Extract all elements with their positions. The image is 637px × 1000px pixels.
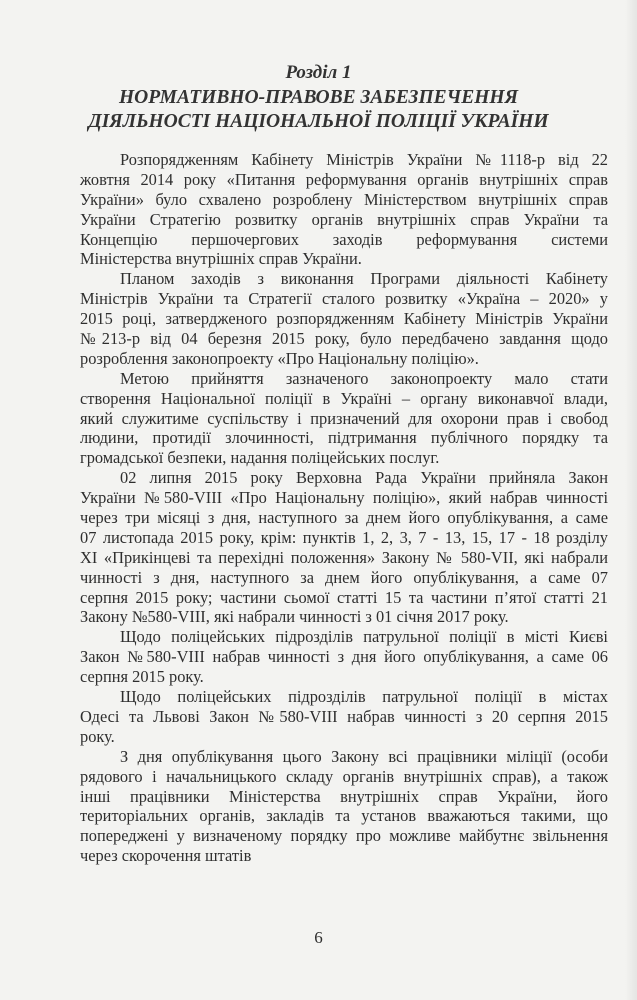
text-line: чинності з дня, наступного за днем його опублікування, а саме 07 xyxy=(80,567,608,587)
text-line: Міністрів України та Стратегії сталого розвитку «Україна – 2020» у xyxy=(80,289,608,309)
text-line: жовтня 2014 року «Питання реформування органів внутрішніх справ xyxy=(80,169,608,189)
paragraph xyxy=(80,468,608,627)
heading-line-2: ДІЯЛЬНОСТІ НАЦІОНАЛЬНОЇ ПОЛІЦІЇ УКРАЇНИ xyxy=(88,111,549,132)
text-line: України Стратегію розвитку органів внутрішніх справ України та xyxy=(80,209,608,229)
text-line: 07 листопада 2015 року, крім: пунктів 1, 2, 3, 7 - 13, 15, 17 - 18 розділу xyxy=(80,527,608,547)
text-line: Щодо поліцейських підрозділів патрульної поліції в місті Києві xyxy=(120,627,608,647)
text-line: громадської безпеки, надання поліцейських послуг. xyxy=(80,448,440,468)
text-line: Концепцію першочергових заходів реформування системи xyxy=(80,229,608,249)
paragraph xyxy=(80,627,608,687)
text-line: рядового і начальницького складу органів внутрішніх справ), а також xyxy=(80,766,608,786)
text-line: Метою прийняття зазначеного законопроекту мало стати xyxy=(120,368,608,388)
chapter-heading xyxy=(0,86,637,134)
text-line: попереджені у визначеному порядку про можливе майбутнє звільнення xyxy=(80,826,608,846)
text-line: серпня 2015 року. xyxy=(80,667,204,687)
text-line: 02 липня 2015 року Верховна Рада України прийняла Закон xyxy=(120,468,608,488)
text-line: України» було схвалено розроблену Міністерством внутрішніх справ xyxy=(80,189,608,209)
text-line: Закон №580-VIII набрав чинності з дня його опублікування, а саме 06 xyxy=(80,647,608,667)
text-line: через три місяці з дня, наступного за днем його опублікування, а саме xyxy=(80,508,608,528)
heading-line-1: НОРМАТИВНО-ПРАВОВЕ ЗАБЕЗПЕЧЕННЯ xyxy=(118,87,519,108)
text-line: Одесі та Львові Закон №580-VIII набрав чинності з 20 серпня 2015 xyxy=(80,706,608,726)
text-line: серпня 2015 року; частини сьомої статті 15 та частини п’ятої статті 21 xyxy=(80,587,608,607)
chapter-label: Розділ 1 xyxy=(285,62,352,83)
scan-edge-shadow xyxy=(625,0,637,1000)
text-line: З дня опублікування цього Закону всі працівники міліції (особи xyxy=(120,746,608,766)
text-line: людини, протидії злочинності, підтримання публічного порядку та xyxy=(80,428,608,448)
text-line: Закону №580-VIII, які набрали чинності з 01 січня 2017 року. xyxy=(80,607,509,627)
text-line: України №580-VIII «Про Національну поліцію», який набрав чинності xyxy=(80,488,608,508)
text-line: територіальних органів, закладів та установ вважаються такими, що xyxy=(80,806,608,826)
text-line: XI «Прикінцеві та перехідні положення» Закону № 580-VII, які набрали xyxy=(80,547,608,567)
text-line: 2015 році, затвердженого розпорядженням Кабінету Міністрів України xyxy=(80,309,608,329)
text-line: Планом заходів з виконання Програми діяльності Кабінету xyxy=(120,269,608,289)
text-line: який служитиме суспільству і призначений для охорони прав і свобод xyxy=(80,408,608,428)
text-line: Міністерства внутрішніх справ України. xyxy=(80,249,362,269)
paragraph xyxy=(80,687,608,747)
page-number: 6 xyxy=(314,928,323,947)
text-line: року. xyxy=(80,726,115,746)
body-text xyxy=(80,150,608,866)
text-line: Щодо поліцейських підрозділів патрульної поліції в містах xyxy=(120,687,608,707)
text-line: розроблення законопроекту «Про Національну поліцію». xyxy=(80,348,479,368)
text-line: №213-р від 04 березня 2015 року, було передбачено завдання щодо xyxy=(80,329,608,349)
paragraph xyxy=(80,369,608,468)
text-line: через скорочення штатів xyxy=(80,846,252,866)
paragraph xyxy=(80,269,608,368)
text-line: створення Національної поліції в Україні – органу виконавчої влади, xyxy=(80,388,608,408)
text-line: Розпорядженням Кабінету Міністрів України №1118-р від 22 xyxy=(120,150,608,169)
text-line: інші працівники Міністерства внутрішніх справ України, його xyxy=(80,786,608,806)
paragraph xyxy=(80,150,608,269)
paragraph xyxy=(80,747,608,866)
